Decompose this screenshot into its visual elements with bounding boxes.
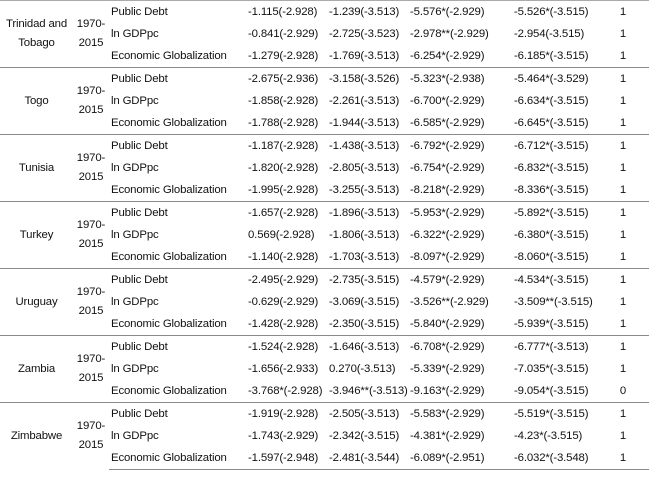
value-cell-4: -9.054*(-3.515) xyxy=(514,385,589,397)
result-flag-cell: 1 xyxy=(619,229,626,241)
value-cell-2: -2.505(-3.513) xyxy=(327,403,408,426)
period-cell: 1970-2015 xyxy=(73,1,109,68)
country-cell: Trinidad and Tobago xyxy=(0,1,73,68)
period-cell: 1970-2015 xyxy=(73,135,109,202)
value-cell-4: -8.336*(-3.515) xyxy=(514,184,589,196)
value-cell-4: -4.534*(-3.515) xyxy=(512,269,601,292)
result-flag-cell: 1 xyxy=(601,135,649,158)
value-cell-2: -1.944(-3.513) xyxy=(329,117,400,129)
table-row xyxy=(0,269,649,292)
variable-cell: ln GDPpc xyxy=(111,296,159,308)
value-cell-1: -2.495(-2.929) xyxy=(246,269,327,292)
variable-cell: Economic Globalization xyxy=(111,50,227,62)
value-cell-2: -3.069(-3.515) xyxy=(329,296,400,308)
value-cell-4: -3.509**(-3.515) xyxy=(514,296,593,308)
result-flag-cell: 1 xyxy=(619,28,626,40)
value-cell-4: -7.035*(-3.515) xyxy=(514,363,589,375)
table-row xyxy=(0,403,649,426)
value-cell-1: -1.428(-2.928) xyxy=(248,318,319,330)
value-cell-4: -6.032*(-3.548) xyxy=(512,447,601,470)
variable-cell: ln GDPpc xyxy=(111,363,159,375)
value-cell-2: -2.735(-3.515) xyxy=(327,269,408,292)
value-cell-3: -6.089*(-2.951) xyxy=(408,447,512,470)
value-cell-1: -1.919(-2.928) xyxy=(246,403,327,426)
value-cell-4: -6.712*(-3.515) xyxy=(512,135,601,158)
value-cell-1: -1.788(-2.928) xyxy=(248,117,319,129)
result-flag-cell: 1 xyxy=(619,251,626,263)
value-cell-1: -1.187(-2.928) xyxy=(246,135,327,158)
value-cell-2: -2.261(-3.513) xyxy=(329,95,400,107)
result-flag-cell: 1 xyxy=(601,447,649,470)
table-row xyxy=(0,135,649,158)
value-cell-2: -1.806(-3.513) xyxy=(329,229,400,241)
result-flag-cell: 1 xyxy=(619,296,626,308)
value-cell-3: -2.978**(-2.929) xyxy=(410,28,489,40)
table-row xyxy=(0,1,649,24)
variable-cell: ln GDPpc xyxy=(111,229,159,241)
result-flag-cell: 1 xyxy=(619,184,626,196)
value-cell-4: -5.939*(-3.515) xyxy=(514,318,589,330)
value-cell-3: -6.254*(-2.929) xyxy=(410,50,485,62)
value-cell-3: -5.323*(-2.938) xyxy=(408,68,512,91)
value-cell-4: -6.777*(-3.513) xyxy=(512,336,601,359)
value-cell-1: -2.675(-2.936) xyxy=(246,68,327,91)
value-cell-2: 0.270(-3.513) xyxy=(329,363,396,375)
value-cell-1: -1.597(-2.948) xyxy=(246,447,327,470)
value-cell-1: -1.115(-2.928) xyxy=(246,1,327,24)
table-body xyxy=(0,1,649,470)
value-cell-4: -6.185*(-3.515) xyxy=(514,50,589,62)
result-flag-cell: 1 xyxy=(619,363,626,375)
value-cell-1: -1.656(-2.933) xyxy=(248,363,319,375)
value-cell-1: -0.841(-2.929) xyxy=(248,28,319,40)
value-cell-2: -3.158(-3.526) xyxy=(327,68,408,91)
value-cell-3: -4.579*(-2.929) xyxy=(408,269,512,292)
value-cell-4: -6.832*(-3.515) xyxy=(514,162,589,174)
country-cell: Uruguay xyxy=(0,269,73,336)
value-cell-2: -1.703(-3.513) xyxy=(329,251,400,263)
value-cell-3: -5.576*(-2.929) xyxy=(408,1,512,24)
value-cell-3: -6.708*(-2.929) xyxy=(408,336,512,359)
result-flag-cell: 1 xyxy=(619,162,626,174)
value-cell-1: -1.657(-2.928) xyxy=(246,202,327,225)
value-cell-4: -5.464*(-3.529) xyxy=(512,68,601,91)
value-cell-2: -2.725(-3.523) xyxy=(329,28,400,40)
variable-cell: ln GDPpc xyxy=(111,430,159,442)
result-flag-cell: 1 xyxy=(619,117,626,129)
period-cell: 1970-2015 xyxy=(73,202,109,269)
variable-cell: ln GDPpc xyxy=(111,162,159,174)
table-row xyxy=(0,336,649,359)
variable-cell: Public Debt xyxy=(109,68,246,91)
value-cell-1: -3.768*(-2.928) xyxy=(248,385,323,397)
value-cell-4: -5.892*(-3.515) xyxy=(512,202,601,225)
value-cell-1: -1.140(-2.928) xyxy=(248,251,319,263)
variable-cell: Economic Globalization xyxy=(111,251,227,263)
value-cell-3: -6.754*(-2.929) xyxy=(410,162,485,174)
value-cell-4: -6.645*(-3.515) xyxy=(514,117,589,129)
value-cell-3: -8.218*(-2.929) xyxy=(410,184,485,196)
table-row xyxy=(0,202,649,225)
value-cell-3: -4.381*(-2.929) xyxy=(410,430,485,442)
result-flag-cell: 1 xyxy=(619,95,626,107)
variable-cell: Economic Globalization xyxy=(111,318,227,330)
value-cell-3: -5.339*(-2.929) xyxy=(410,363,485,375)
country-cell: Zimbabwe xyxy=(0,403,73,470)
value-cell-4: -8.060*(-3.515) xyxy=(514,251,589,263)
value-cell-1: -0.629(-2.929) xyxy=(248,296,319,308)
value-cell-1: -1.820(-2.928) xyxy=(248,162,319,174)
variable-cell: Economic Globalization xyxy=(111,184,227,196)
value-cell-3: -5.583*(-2.929) xyxy=(408,403,512,426)
period-cell: 1970-2015 xyxy=(73,68,109,135)
value-cell-3: -6.792*(-2.929) xyxy=(408,135,512,158)
value-cell-3: -8.097*(-2.929) xyxy=(410,251,485,263)
value-cell-2: -2.481(-3.544) xyxy=(327,447,408,470)
value-cell-2: -2.342(-3.515) xyxy=(329,430,400,442)
value-cell-3: -9.163*(-2.929) xyxy=(410,385,485,397)
value-cell-2: -1.769(-3.513) xyxy=(329,50,400,62)
result-flag-cell: 1 xyxy=(619,318,626,330)
variable-cell: Public Debt xyxy=(109,336,246,359)
period-cell: 1970-2015 xyxy=(73,269,109,336)
result-flag-cell: 0 xyxy=(619,385,626,397)
period-cell: 1970-2015 xyxy=(73,403,109,470)
country-cell: Zambia xyxy=(0,336,73,403)
value-cell-1: -1.995(-2.928) xyxy=(248,184,319,196)
value-cell-2: -3.946**(-3.513) xyxy=(329,385,408,397)
value-cell-1: -1.858(-2.928) xyxy=(248,95,319,107)
variable-cell: Public Debt xyxy=(109,135,246,158)
country-cell: Togo xyxy=(0,68,73,135)
country-cell: Turkey xyxy=(0,202,73,269)
value-cell-3: -6.322*(-2.929) xyxy=(410,229,485,241)
result-flag-cell: 1 xyxy=(601,403,649,426)
value-cell-3: -5.953*(-2.929) xyxy=(408,202,512,225)
variable-cell: Public Debt xyxy=(109,269,246,292)
result-flag-cell: 1 xyxy=(601,269,649,292)
value-cell-3: -5.840*(-2.929) xyxy=(410,318,485,330)
variable-cell: Public Debt xyxy=(109,1,246,24)
value-cell-1: -1.524(-2.928) xyxy=(246,336,327,359)
value-cell-2: -1.239(-3.513) xyxy=(327,1,408,24)
variable-cell: Economic Globalization xyxy=(111,385,227,397)
value-cell-4: -6.380*(-3.515) xyxy=(514,229,589,241)
value-cell-3: -6.700*(-2.929) xyxy=(410,95,485,107)
value-cell-2: -1.896(-3.513) xyxy=(327,202,408,225)
country-cell: Tunisia xyxy=(0,135,73,202)
variable-cell: Public Debt xyxy=(109,202,246,225)
result-flag-cell: 1 xyxy=(601,202,649,225)
value-cell-1: 0.569(-2.928) xyxy=(248,229,315,241)
result-flag-cell: 1 xyxy=(601,336,649,359)
value-cell-2: -1.438(-3.513) xyxy=(327,135,408,158)
value-cell-3: -3.526**(-2.929) xyxy=(410,296,489,308)
value-cell-1: -1.279(-2.928) xyxy=(248,50,319,62)
value-cell-3: -6.585*(-2.929) xyxy=(410,117,485,129)
value-cell-2: -3.255(-3.513) xyxy=(329,184,400,196)
value-cell-2: -2.805(-3.513) xyxy=(329,162,400,174)
value-cell-4: -5.519*(-3.515) xyxy=(512,403,601,426)
table-row xyxy=(0,68,649,91)
result-flag-cell: 1 xyxy=(619,430,626,442)
result-flag-cell: 1 xyxy=(601,1,649,24)
period-cell: 1970-2015 xyxy=(73,336,109,403)
variable-cell: Public Debt xyxy=(109,403,246,426)
value-cell-4: -5.526*(-3.515) xyxy=(512,1,601,24)
variable-cell: ln GDPpc xyxy=(111,95,159,107)
value-cell-1: -1.743(-2.929) xyxy=(248,430,319,442)
result-flag-cell: 1 xyxy=(601,68,649,91)
value-cell-4: -4.23*(-3.515) xyxy=(514,430,583,442)
variable-cell: Economic Globalization xyxy=(111,117,227,129)
value-cell-4: -2.954(-3.515) xyxy=(514,28,585,40)
value-cell-2: -2.350(-3.515) xyxy=(329,318,400,330)
value-cell-2: -1.646(-3.513) xyxy=(327,336,408,359)
value-cell-4: -6.634*(-3.515) xyxy=(514,95,589,107)
variable-cell: ln GDPpc xyxy=(111,28,159,40)
variable-cell: Economic Globalization xyxy=(109,447,246,470)
result-flag-cell: 1 xyxy=(619,50,626,62)
